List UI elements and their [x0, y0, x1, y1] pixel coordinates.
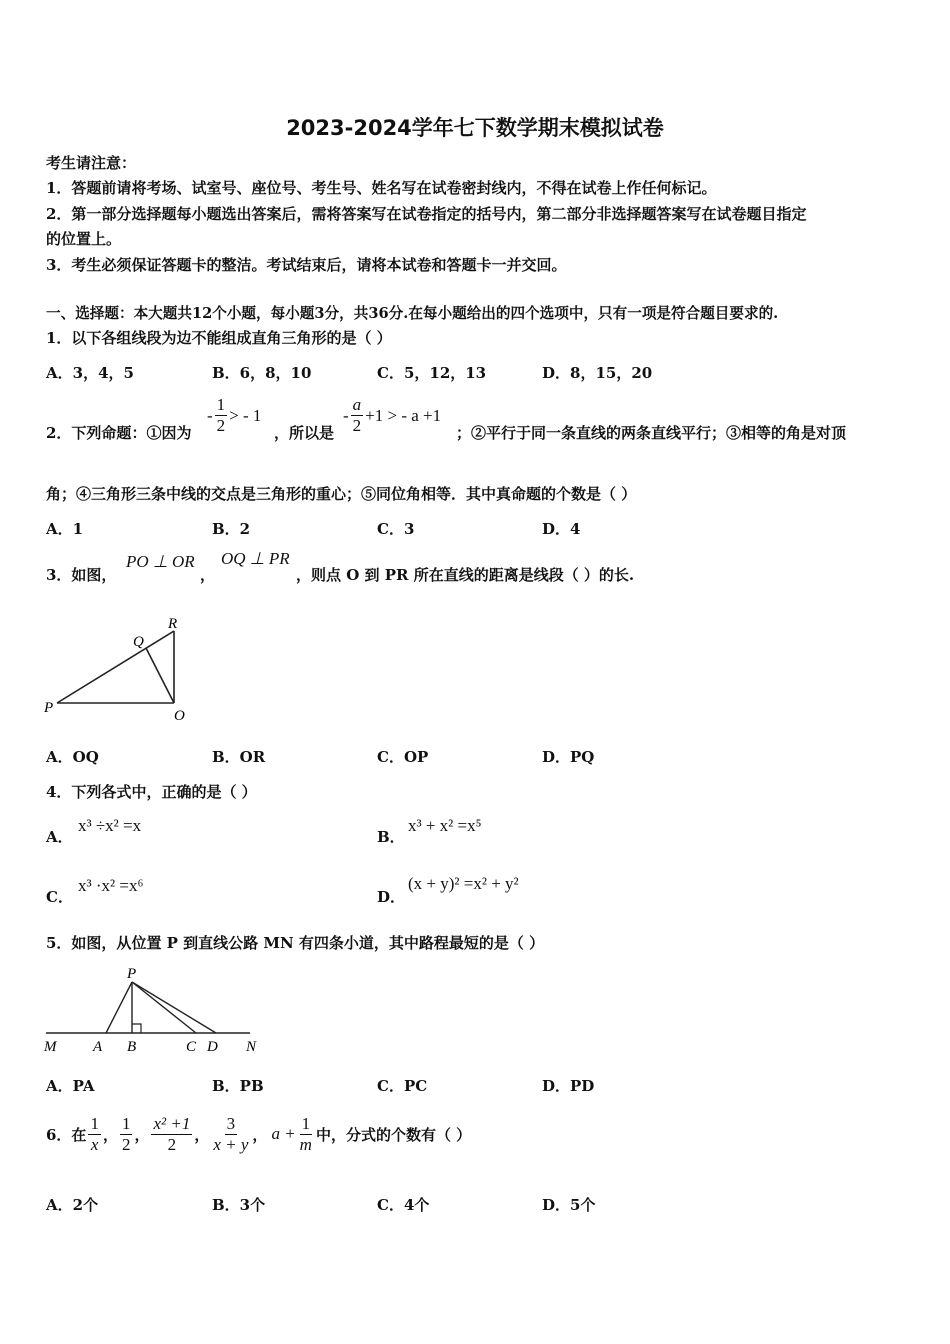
question-6-stem: [46, 1110, 471, 1158]
label-q: Q: [133, 634, 144, 650]
question-6-option-a: A．2个: [46, 1196, 99, 1214]
question-3-option-b: B．OR: [212, 748, 266, 766]
question-5-option-a: A．PA: [46, 1077, 95, 1095]
notice-heading: 考生请注意：: [46, 154, 137, 172]
fraction-denominator: x: [90, 1134, 99, 1154]
notice-item: 2．第一部分选择题每小题选出答案后，需将答案写在试卷指定的括号内，第二部分非选择题答案写在试卷题目指定: [46, 205, 807, 223]
comma: ，: [252, 1125, 268, 1144]
question-5-option-b: B．PB: [212, 1077, 264, 1095]
notice-item: 3．考生必须保证答题卡的整洁。考试结束后，请将本试卷和答题卡一并交回。: [46, 256, 567, 274]
question-6-option-d: D．5个: [542, 1196, 596, 1214]
question-5-stem: 5．如图，从位置 P 到直线公路 MN 有四条小道，其中路程最短的是（ ）: [46, 934, 545, 952]
question-3-math-1: PO ⊥ OR: [126, 552, 195, 571]
question-6-option-b: B．3个: [212, 1196, 266, 1214]
fraction-denominator: 2: [352, 416, 362, 435]
fraction-denominator: 2: [121, 1134, 131, 1154]
fraction-5: [298, 1114, 314, 1155]
math-fraction: [215, 395, 228, 436]
segment-oq: [146, 648, 174, 703]
math-minus: -: [343, 405, 349, 425]
fraction-2: [120, 1114, 133, 1155]
fraction-3: [151, 1114, 192, 1155]
question-3-option-c: C．OP: [377, 748, 429, 766]
math-minus: -: [207, 405, 213, 425]
label-p: P: [127, 966, 137, 982]
label-c: C: [186, 1039, 197, 1055]
fraction-numerator: 1: [90, 1113, 99, 1133]
question-3-option-a: A．OQ: [46, 748, 99, 766]
section-heading: 一、选择题：本大题共12个小题，每小题3分，共36分.在每小题给出的四个选项中，只有一项是符合题目要求的.: [46, 305, 779, 322]
question-2-option-a: A．1: [46, 520, 84, 538]
expr-prefix: a +: [271, 1124, 296, 1143]
question-2-math-1: [207, 395, 261, 436]
question-3-math-2: OQ ⊥ PR: [221, 549, 290, 568]
question-3-figure: [40, 612, 200, 727]
notice-item: 1．答题前请将考场、试室号、座位号、考生号、姓名写在试卷密封线内，不得在试卷上作任何标记。: [46, 179, 717, 197]
comma: ，: [194, 1125, 210, 1144]
question-4-expr-d: (x + y)² =x² + y²: [408, 874, 519, 893]
question-4-expr-a: x³ ÷x² =x: [78, 816, 142, 835]
notice-item: 的位置上。: [46, 230, 122, 248]
fraction-denominator: 2: [167, 1134, 177, 1154]
question-4-expr-c: x³ ·x² =x⁶: [78, 876, 144, 895]
fraction-denominator: 2: [216, 416, 226, 435]
question-1-option-d: D．8，15，20: [542, 364, 653, 382]
fraction-numerator: 1: [121, 1113, 131, 1133]
question-1-option-b: B．6，8，10: [212, 364, 312, 382]
question-3-stem-part2: ，则点 O 到 PR 所在直线的距离是线段（ ）的长.: [296, 566, 635, 584]
question-1-option-a: A．3，4，5: [46, 364, 134, 382]
fraction-denominator: x + y: [213, 1134, 249, 1154]
question-4-label-d: D．: [377, 888, 406, 906]
fraction-numerator: a: [352, 395, 362, 414]
label-n: N: [246, 1039, 257, 1055]
fraction-numerator: 1: [216, 395, 226, 414]
path-pd: [132, 982, 216, 1033]
question-2-stem-part2: ，所以是: [274, 424, 335, 442]
question-2-option-b: B．2: [212, 520, 251, 538]
path-pa: [106, 982, 132, 1033]
question-2-option-c: C．3: [377, 520, 415, 538]
question-1-option-c: C．5，12，13: [377, 364, 487, 382]
question-2-stem-part4: 角；④三角形三条中线的交点是三角形的重心；⑤同位角相等．其中真命题的个数是（ ）: [46, 485, 637, 503]
label-p: P: [44, 700, 54, 716]
question-3-option-d: D．PQ: [542, 748, 595, 766]
question-4-label-b: B．: [377, 828, 405, 846]
question-4-label-a: A．: [46, 828, 73, 846]
right-angle-mark: [132, 1024, 141, 1033]
question-6-stem-part1: 6．在: [46, 1125, 87, 1144]
question-2-math-2: [343, 395, 441, 436]
math-fraction: [351, 395, 364, 436]
label-r: R: [168, 616, 178, 632]
question-5-option-c: C．PC: [377, 1077, 428, 1095]
label-d: D: [207, 1039, 218, 1055]
question-6-option-c: C．4个: [377, 1196, 430, 1214]
question-4-expr-b: x³ + x² =x⁵: [408, 816, 482, 835]
question-5-option-d: D．PD: [542, 1077, 595, 1095]
fraction-numerator: 3: [226, 1113, 236, 1133]
fraction-4: [211, 1114, 250, 1155]
comma: ，: [134, 1125, 150, 1144]
label-a: A: [93, 1039, 103, 1055]
label-m: M: [44, 1039, 57, 1055]
question-5-figure: [40, 962, 270, 1057]
label-o: O: [174, 708, 185, 724]
path-pc: [132, 982, 196, 1033]
question-2-stem-part3: ；②平行于同一条直线的两条直线平行；③相等的角是对顶: [456, 424, 847, 442]
label-b: B: [127, 1039, 137, 1055]
comma: ，: [102, 1125, 118, 1144]
math-rest: +1 > - a +1: [365, 405, 442, 425]
page-title: 2023-2024学年七下数学期末模拟试卷: [286, 116, 664, 140]
fraction-denominator: m: [299, 1134, 312, 1154]
question-2-option-d: D．4: [542, 520, 581, 538]
question-4-label-c: C．: [46, 888, 73, 906]
question-6-stem-part2: 中，分式的个数有（ ）: [315, 1125, 472, 1144]
question-3-stem-part1: 3．如图，: [46, 566, 117, 584]
question-1-stem: 1．以下各组线段为边不能组成直角三角形的是（ ）: [46, 329, 392, 347]
math-rest: > - 1: [229, 405, 262, 425]
question-4-stem: 4．下列各式中，正确的是（ ）: [46, 783, 257, 801]
fraction-1: [88, 1114, 101, 1155]
question-2-stem-part1: 2．下列命题：①因为: [46, 424, 192, 442]
fraction-numerator: 1: [301, 1113, 311, 1133]
question-3-sep: ，: [200, 566, 216, 584]
fraction-numerator: x² +1: [153, 1113, 191, 1133]
